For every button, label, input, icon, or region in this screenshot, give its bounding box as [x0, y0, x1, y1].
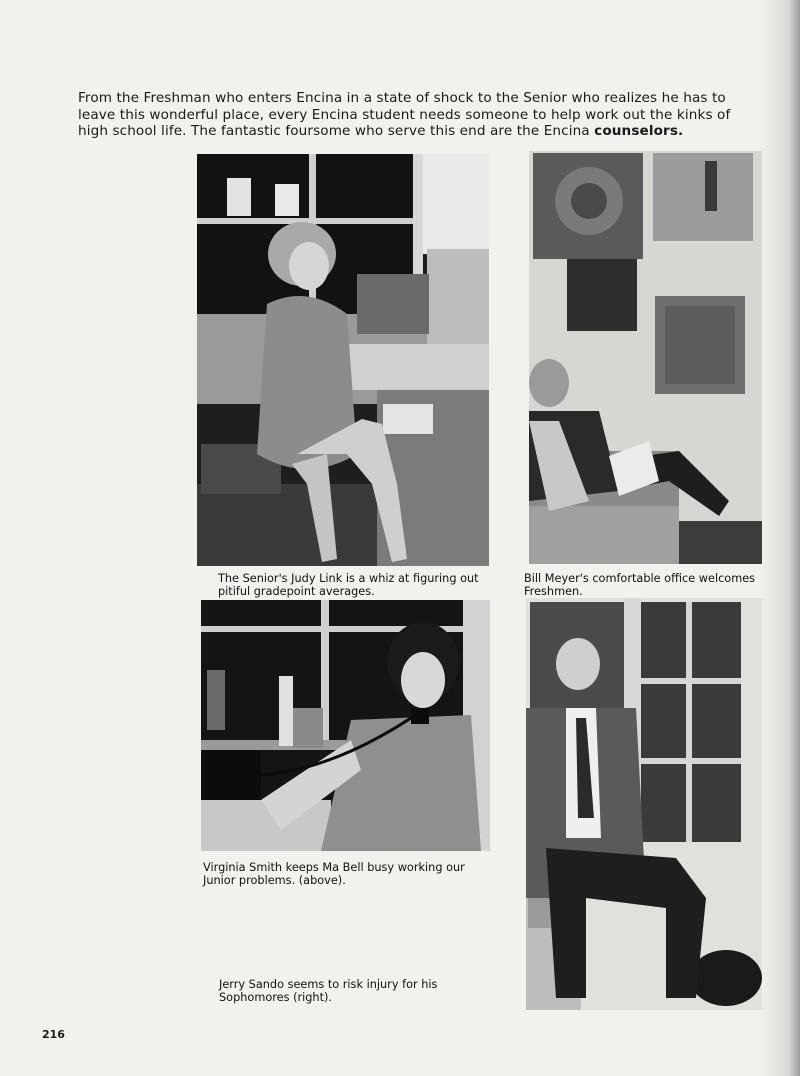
intro-emphasis: counselors.: [594, 123, 684, 139]
photo-virginia-smith: [201, 600, 490, 851]
photo-jerry-sando: [526, 598, 762, 1010]
caption-bill-meyer: Bill Meyer's comfortable office welcomes Freshmen.: [524, 572, 756, 598]
caption-virginia-smith: Virginia Smith keeps Ma Bell busy working our Junior problems. (above).: [203, 861, 465, 887]
photo-bill-meyer: [529, 151, 762, 564]
caption-judy-link: The Senior's Judy Link is a whiz at figuring out pitiful gradepoint averages.: [218, 572, 479, 598]
page-binding-shadow: [760, 0, 800, 1076]
page-number: 216: [42, 1028, 65, 1041]
intro-text: From the Freshman who enters Encina in a state of shock to the Senior who realizes he has to leave this wonderful place, every Encina student needs someone to help work out the kinks of high school life. The fantastic foursome who serve this end are the Encina: [78, 90, 731, 139]
photo-judy-link: [197, 154, 489, 566]
caption-jerry-sando: Jerry Sando seems to risk injury for his Sophomores (right).: [219, 978, 438, 1004]
intro-paragraph: [78, 90, 764, 140]
